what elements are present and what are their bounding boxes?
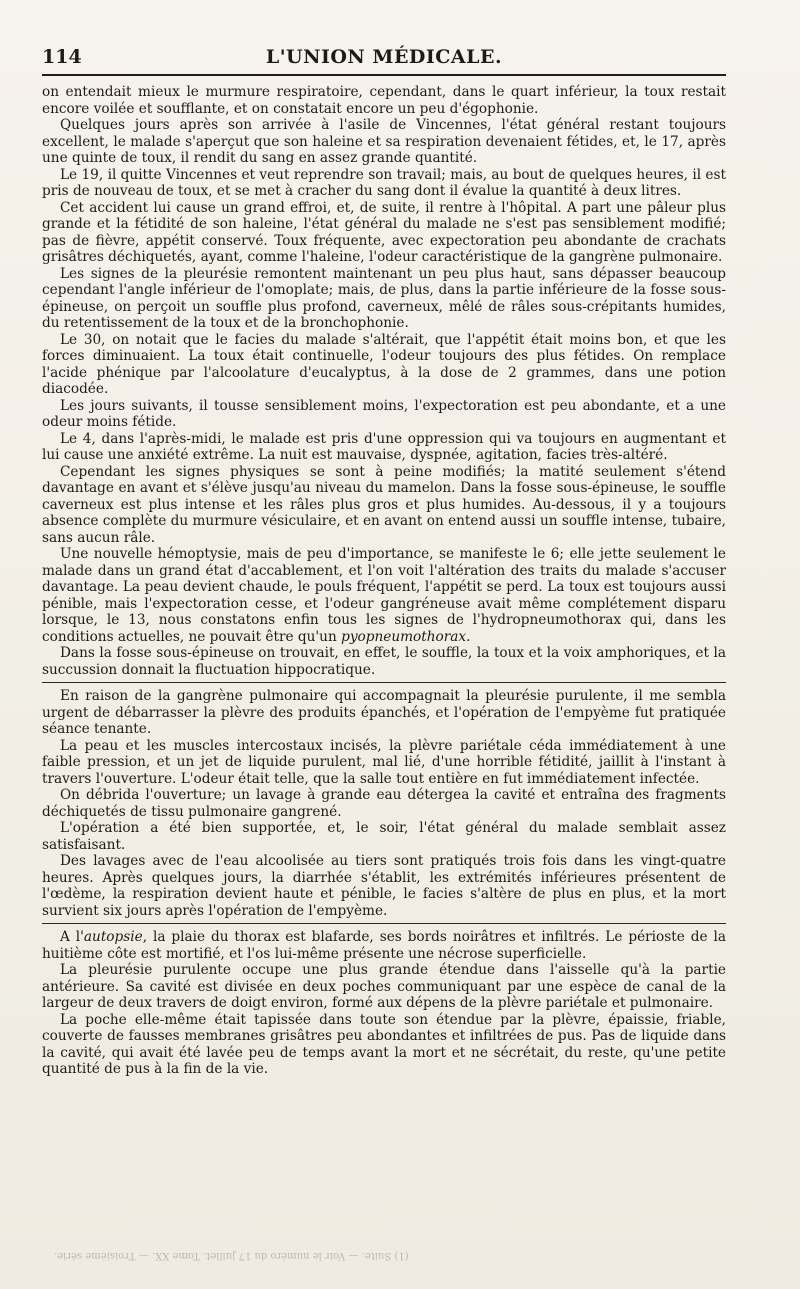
italic-term: pyopneumothorax.: [341, 628, 471, 645]
paragraph: Une nouvelle hémoptysie, mais de peu d'importance, se manifeste le 6; elle jette seulement le malade dans un grand état d'accablement, et l'on voit l'altération des traits du malade s'accuser davantage. La peau devient chaude, le pouls fréquent, l'appétit se perd. La toux est toujours aussi pénible, mais l'expectoration cesse, et l'odeur gangréneuse avait même complétement disparu lorsque, le 13, nous constatons enfin tous les signes de l'hydropneumothorax qui, dans les conditions actuelles, ne pouvait être qu'un pyopneumothorax.: [42, 546, 726, 645]
running-title: L'UNION MÉDICALE.: [265, 46, 503, 68]
paragraph: Cet accident lui cause un grand effroi, et, de suite, il rentre à l'hôpital. A part une pâleur plus grande et la fétidité de son haleine, l'état général du malade ne s'est pas sensiblement modifié; pas de fièvre, appétit conservé. Toux fréquente, avec expectoration peu abondante de crachats grisâtres déchiquetés, ayant, comme l'haleine, l'odeur caractéristique de la gangrène pulmonaire.: [42, 199, 726, 265]
paragraph: Dans la fosse sous-épineuse on trouvait, en effet, le souffle, la toux et la voix amphoriques, et la succussion donnait la fluctuation hippocratique.: [42, 645, 726, 678]
autopsy-lead: A l': [60, 929, 84, 945]
page-number: 114: [42, 46, 82, 68]
paragraph: La pleurésie purulente occupe une plus grande étendue dans l'aisselle qu'à la partie antérieure. Sa cavité est divisée en deux poches communiquant par une espèce de canal de la largeur de deux travers de doigt environ, formé aux dépens de la plèvre pariétale et pulmonaire.: [42, 962, 726, 1011]
paragraph: Le 4, dans l'après-midi, le malade est pris d'une oppression qui va toujours en augmentant et lui cause une anxiété extrême. La nuit est mauvaise, dyspnée, agitation, facies très-altéré.: [42, 430, 726, 463]
paragraph: L'opération a été bien supportée, et, le soir, l'état général du malade semblait assez satisfaisant.: [42, 820, 726, 853]
paragraph: Des lavages avec de l'eau alcoolisée au tiers sont pratiqués trois fois dans les vingt-quatre heures. Après quelques jours, la diarrhée s'établit, les extrémités inférieures présentent de l'œdème, la respiration devient haute et pénible, le facies s'altère de plus en plus, et la mort survient six jours après l'opération de l'empyème.: [42, 853, 726, 919]
paragraph: Le 30, on notait que le facies du malade s'altérait, que l'appétit était moins bon, et que les forces diminuaient. La toux était continuelle, l'odeur toujours des plus fétides. On remplace l'acide phénique par l'alcoolature d'eucalyptus, à la dose de 2 grammes, dans une potion diacodée.: [42, 331, 726, 397]
paragraph: Les signes de la pleurésie remontent maintenant un peu plus haut, sans dépasser beaucoup cependant l'angle inférieur de l'omoplate; mais, de plus, dans la partie inférieure de la fosse sous-épineuse, on perçoit un souffle plus profond, caverneux, mêlé de râles sous-crépitants humides, du retentissement de la toux et de la bronchophonie.: [42, 265, 726, 331]
paragraph: En raison de la gangrène pulmonaire qui accompagnait la pleurésie purulente, il me sembla urgent de débarrasser la plèvre des produits épanchés, et l'opération de l'empyème fut pratiquée séance tenante.: [42, 688, 726, 737]
section-divider: [42, 923, 726, 924]
paragraph: Le 19, il quitte Vincennes et veut reprendre son travail; mais, au bout de quelques heures, il est pris de nouveau de toux, et se met à cracher du sang dont il évalue la quantité à deux litres.: [42, 166, 726, 199]
paragraph: Cependant les signes physiques se sont à peine modifiés; la matité seulement s'étend davantage en avant et s'élève jusqu'au niveau du mamelon. Dans la fosse sous-épineuse, le souffle caverneux est plus intense et les râles plus gros et plus humides. Au-dessous, il y a toujours absence complète du murmure vésiculaire, et en avant on entend aussi un souffle intense, tubaire, sans aucun râle.: [42, 463, 726, 546]
article-body: [42, 84, 726, 1078]
section-divider: [42, 682, 726, 683]
paragraph: Quelques jours après son arrivée à l'asile de Vincennes, l'état général restant toujours excellent, le malade s'aperçut que son haleine et sa respiration devenaient fétides, et, le 17, après une quinte de toux, il rendit du sang en assez grande quantité.: [42, 117, 726, 166]
paragraph: Les jours suivants, il tousse sensiblement moins, l'expectoration est peu abondante, et a une odeur moins fétide.: [42, 397, 726, 430]
autopsy-rest: , la plaie du thorax est blafarde, ses bords noirâtres et infiltrés. Le périoste de la huitième côte est mortifié, et l'os lui-même présente une nécrose superficielle.: [42, 929, 726, 962]
paragraph: on entendait mieux le murmure respiratoire, cependant, dans le quart inférieur, la toux restait encore voilée et soufflante, et on constatait encore un peu d'égophonie.: [42, 84, 726, 117]
autopsy-term: autopsie: [83, 929, 143, 945]
show-through-footnote: (1) Suite. — Voir le numéro du 17 juillet. Tome XX. — Troisième série.: [54, 1250, 409, 1261]
paragraph: On débrida l'ouverture; un lavage à grande eau détergea la cavité et entraîna des fragments déchiquetés de tissu pulmonaire gangrené.: [42, 787, 726, 820]
autopsy-paragraph: [42, 929, 726, 962]
paragraph: La peau et les muscles intercostaux incisés, la plèvre pariétale céda immédiatement à une faible pression, et un jet de liquide purulent, mal lié, d'une horrible fétidité, jaillit à l'instant à travers l'ouverture. L'odeur était telle, que la salle tout entière en fut immédiatement infectée.: [42, 737, 726, 787]
paragraph: La poche elle-même était tapissée dans toute son étendue par la plèvre, épaissie, friable, couverte de fausses membranes grisâtres peu abondantes et infiltrées de pus. Pas de liquide dans la cavité, qui avait été lavée peu de temps avant la mort et ne sécrétait, du reste, qu'une petite quantité de pus à la fin de la vie.: [42, 1011, 726, 1077]
page-header: [42, 44, 726, 76]
